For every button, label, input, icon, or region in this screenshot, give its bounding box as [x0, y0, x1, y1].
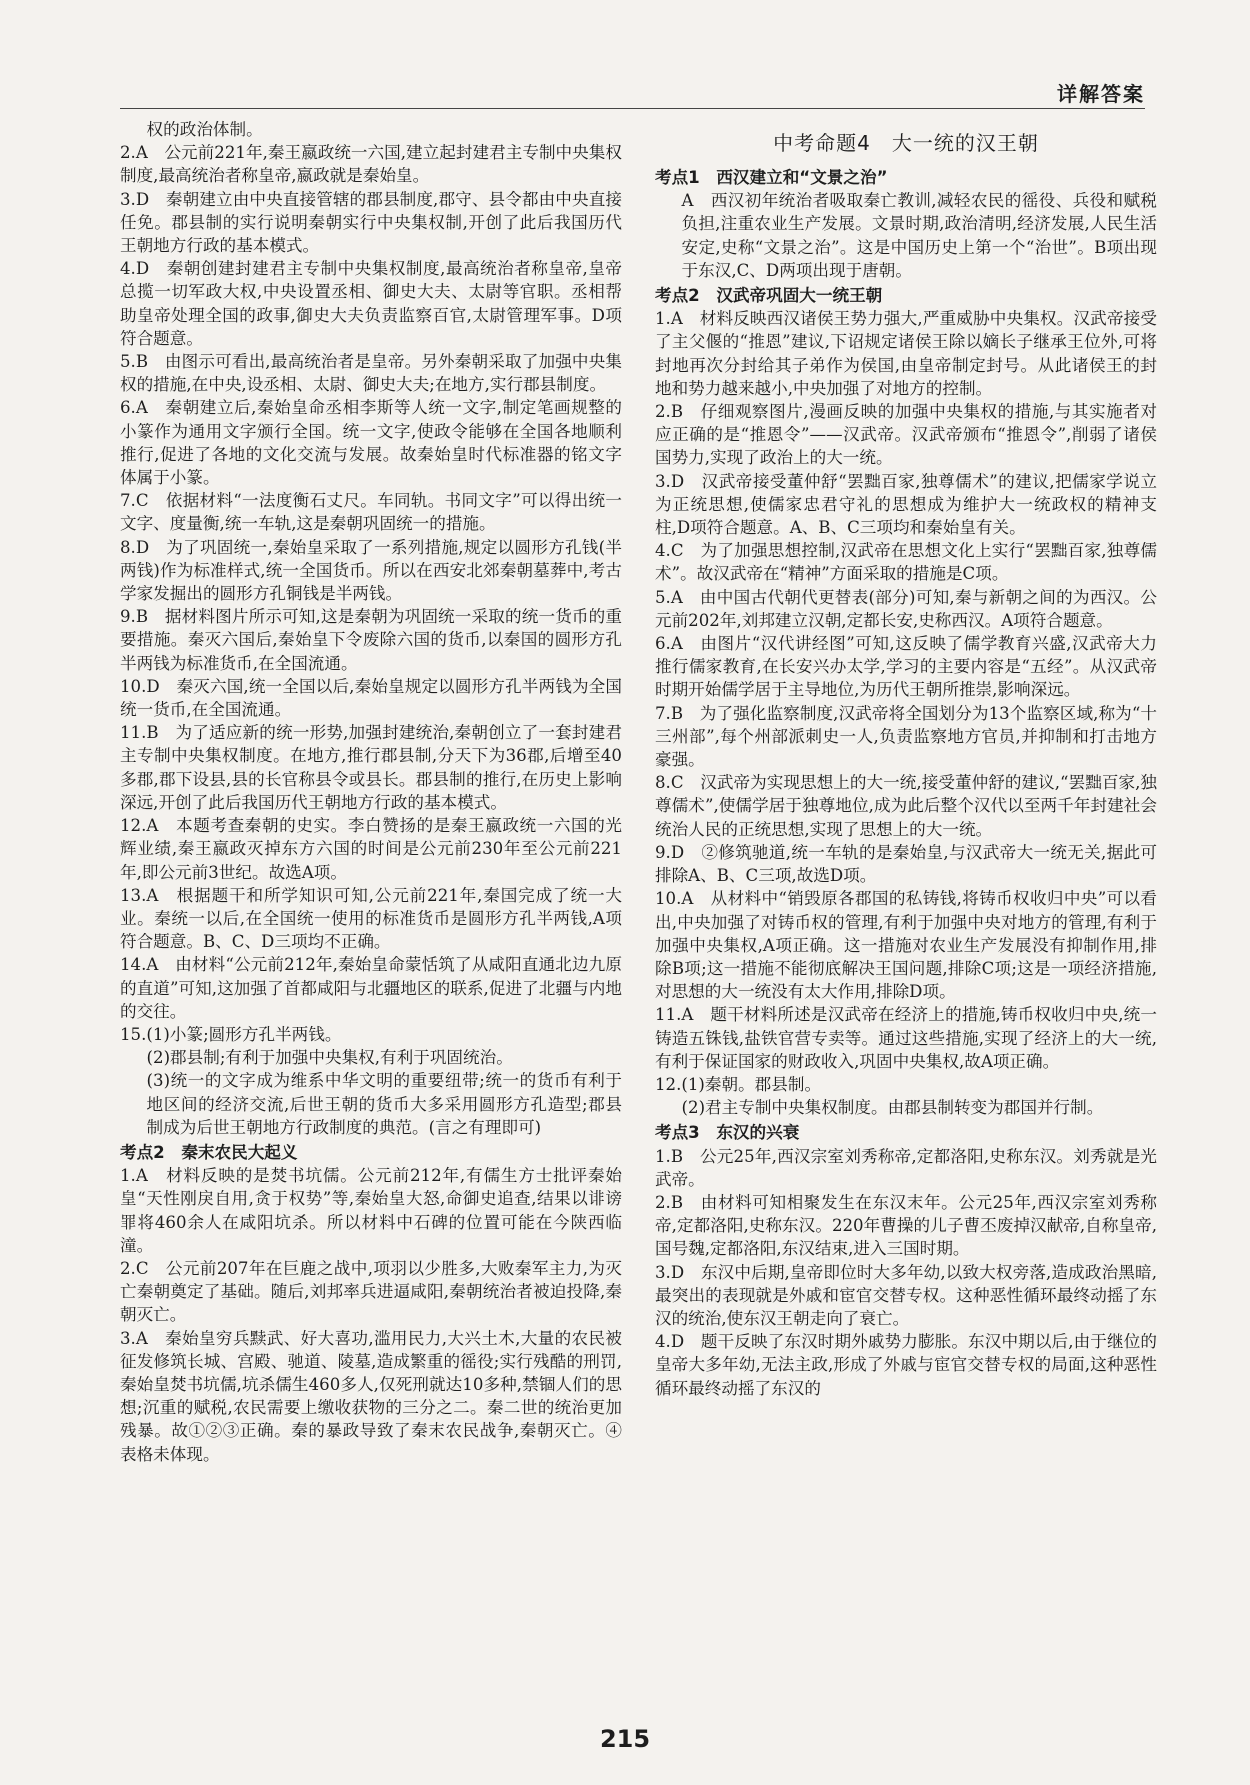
answer-item: 15.(1)小篆;圆形方孔半两钱。 [120, 1024, 342, 1044]
answer-item: 权的政治体制。 [146, 120, 263, 139]
answer-item: 6.A 秦朝建立后,秦始皇命丞相李斯等人统一文字,制定笔画规整的小篆作为通用文字颁行全国。统一文字,使政令能够在全国各地顺利推行,促进了各地的文化交流与发展。故秦始皇时代标准器的铭文字体属于小篆。 [120, 398, 622, 488]
answer-item: 6.A 由图片“汉代讲经图”可知,这反映了儒学教育兴盛,汉武帝大力推行儒家教育,在长安兴办太学,学习的主要内容是“五经”。从汉武帝时期开始儒学居于主导地位,为历代王朝所推崇,影响深远。 [655, 634, 1157, 700]
answer-item: 14.A 由材料“公元前212年,秦始皇命蒙恬筑了从咸阳直通北边九原的直道”可知,这加强了首都咸阳与北疆地区的联系,促进了北疆与内地的交往。 [120, 955, 622, 1021]
section-heading: 考点1 西汉建立和“文景之治” [655, 168, 888, 187]
answer-item: 3.A 秦始皇穷兵黩武、好大喜功,滥用民力,大兴土木,大量的农民被征发修筑长城、宫殿、驰道、陵墓,造成繁重的徭役;实行残酷的刑罚,秦始皇焚书坑儒,坑杀儒生460多人,仅死刑就达10多种,禁锢人们的思想;沉重的赋税,农民需要上缴收获物的三分之二。秦二世的统治更加残暴。故①②③正确。秦的暴政导致了秦末农民战争,秦朝灭亡。④表格未体现。 [120, 1328, 622, 1464]
answer-item: 2.A 公元前221年,秦王嬴政统一六国,建立起封建君主专制中央集权制度,最高统治者称皇帝,嬴政就是秦始皇。 [120, 143, 622, 186]
section-heading: 考点3 东汉的兴衰 [655, 1123, 800, 1143]
answer-item: 4.C 为了加强思想控制,汉武帝在思想文化上实行“罢黜百家,独尊儒术”。故汉武帝在“精神”方面采取的措施是C项。 [655, 541, 1157, 584]
answer-item: 9.D ②修筑驰道,统一车轨的是秦始皇,与汉武帝大一统无关,据此可排除A、B、C三项,故选D项。 [655, 842, 1157, 886]
answer-item: 1.A 材料反映西汉诸侯王势力强大,严重威胁中央集权。汉武帝接受了主父偃的“推恩”建议,下诏规定诸侯王除以嫡长子继承王位外,可将封地再次分封给其子弟作为侯国,由皇帝制定封号。从此诸侯王的封地和势力越来越小,中央加强了对地方的控制。 [655, 309, 1157, 398]
answer-item: 7.B 为了强化监察制度,汉武帝将全国划分为13个监察区域,称为“十三州部”,每个州部派刺史一人,负责监察地方官员,并抑制和打击地方豪强。 [655, 703, 1157, 770]
answer-item: 8.C 汉武帝为实现思想上的大一统,接受董仲舒的建议,“罢黜百家,独尊儒术”,使儒学居于独尊地位,成为此后整个汉代以至两千年封建社会统治人民的正统思想,实现了思想上的大一统。 [655, 773, 1157, 839]
answer-item: 10.A 从材料中“销毁原各郡国的私铸钱,将铸币权收归中央”可以看出,中央加强了对铸币权的管理,有利于加强中央对地方的管理,有利于加强中央集权,A项正确。这一措施对农业生产发展没有抑制作用,排除B项;这一措施不能彻底解决王国问题,排除C项;这是一项经济措施,对思想的大一统没有太大作用,排除D项。 [655, 889, 1157, 1002]
answer-item: 2.B 仔细观察图片,漫画反映的加强中央集权的措施,与其实施者对应正确的是“推恩令”——汉武帝。汉武帝颁布“推恩令”,削弱了诸侯国势力,实现了政治上的大一统。 [655, 402, 1157, 468]
answer-item: 13.A 根据题干和所学知识可知,公元前221年,秦国完成了统一大业。秦统一以后,在全国统一使用的标准货币是圆形方孔半两钱,A项符合题意。B、C、D三项均不正确。 [120, 885, 622, 952]
page-header: 详解答案 [1057, 82, 1145, 106]
answer-item: 2.C 公元前207年在巨鹿之战中,项羽以少胜多,大败秦军主力,为灭亡秦朝奠定了基础。随后,刘邦率兵进逼咸阳,秦朝统治者被迫投降,秦朝灭亡。 [120, 1258, 622, 1325]
answer-item: 2.B 由材料可知相聚发生在东汉末年。公元25年,西汉宗室刘秀称帝,定都洛阳,史称东汉。220年曹操的儿子曹丕废掉汉献帝,自称皇帝,国号魏,定都洛阳,东汉结束,进入三国时期。 [655, 1192, 1157, 1259]
answer-item: 12.A 本题考查秦朝的史实。李白赞扬的是秦王嬴政统一六国的光辉业绩,秦王嬴政灭掉东方六国的时间是公元前230年至公元前221年,即公元前3世纪。故选A项。 [120, 816, 622, 882]
answer-item: 8.D 为了巩固统一,秦始皇采取了一系列措施,规定以圆形方孔钱(半两钱)作为标准样式,统一全国货币。所以在西安北郊秦朝墓葬中,考古学家发掘出的圆形方孔铜钱是半两钱。 [120, 537, 622, 604]
answer-item: 5.B 由图示可看出,最高统治者是皇帝。另外秦朝采取了加强中央集权的措施,在中央,设丞相、太尉、御史大夫;在地方,实行郡县制度。 [120, 352, 622, 395]
answer-item: A 西汉初年统治者吸取秦亡教训,减轻农民的徭役、兵役和赋税负担,注重农业生产发展。文景时期,政治清明,经济发展,人民生活安定,史称“文景之治”。这是中国历史上第一个“治世”。B项出现于东汉,C、D两项出现于唐朝。 [681, 191, 1157, 280]
answer-item: 3.D 秦朝建立由中央直接管辖的郡县制度,郡守、县令都由中央直接任免。郡县制的实行说明秦朝实行中央集权制,开创了此后我国历代王朝地方行政的基本模式。 [120, 189, 622, 256]
answer-item: 5.A 由中国古代朝代更替表(部分)可知,秦与新朝之间的为西汉。公元前202年,刘邦建立汉朝,定都长安,史称西汉。A项符合题意。 [655, 587, 1157, 630]
answer-item: 10.D 秦灭六国,统一全国以后,秦始皇规定以圆形方孔半两钱为全国统一货币,在全国流通。 [120, 676, 622, 720]
page-number: 215 [599, 1725, 651, 1753]
header-rule [120, 108, 1145, 109]
answer-item: 9.B 据材料图片所示可知,这是秦朝为巩固统一采取的统一货币的重要措施。秦灭六国后,秦始皇下令废除六国的货币,以秦国的圆形方孔半两钱为标准货币,在全国流通。 [120, 607, 622, 673]
answer-item: 3.D 东汉中后期,皇帝即位时大多年幼,以致大权旁落,造成政治黑暗,最突出的表现就是外戚和宦官交替专权。这种恶性循环最终动摇了东汉的统治,使东汉王朝走向了衰亡。 [655, 1262, 1157, 1328]
answer-item: 11.A 题干材料所述是汉武帝在经济上的措施,铸币权收归中央,统一铸造五铢钱,盐铁官营专卖等。通过这些措施,实现了经济上的大一统,有利于保证国家的财政收入,巩固中央集权,故A项正确。 [655, 1005, 1157, 1071]
right-column [655, 118, 1157, 1400]
section-heading: 考点2 秦末农民大起义 [120, 1142, 298, 1162]
answer-item: 1.A 材料反映的是焚书坑儒。公元前212年,有儒生方士批评秦始皇“天性刚戾自用,贪于权势”等,秦始皇大怒,命御史追查,结果以诽谤罪将460余人在咸阳坑杀。所以材料中石碑的位置可能在今陕西临潼。 [120, 1166, 622, 1255]
answer-item: 1.B 公元25年,西汉宗室刘秀称帝,定都洛阳,史称东汉。刘秀就是光武帝。 [655, 1146, 1157, 1189]
answer-item: (3)统一的文字成为维系中华文明的重要纽带;统一的货币有利于地区间的经济交流,后世王朝的货币大多采用圆形方孔造型;郡县制成为后世王朝地方行政制度的典范。(言之有理即可) [146, 1071, 622, 1137]
answer-item: 4.D 秦朝创建封建君主专制中央集权制度,最高统治者称皇帝,皇帝总揽一切军政大权,中央设置丞相、御史大夫、太尉等官职。丞相帮助皇帝处理全国的政事,御史大夫负责监察百官,太尉管理军事。D项符合题意。 [120, 259, 622, 348]
answer-item: (2)君主专制中央集权制度。由郡县制转变为郡国并行制。 [681, 1098, 1104, 1118]
answer-item: (2)郡县制;有利于加强中央集权,有利于巩固统治。 [146, 1048, 513, 1068]
answer-item: 12.(1)秦朝。郡县制。 [655, 1074, 822, 1094]
left-column [120, 118, 622, 1466]
answer-item: 7.C 依据材料“一法度衡石丈尺。车同轨。书同文字”可以得出统一文字、度量衡,统一车轨,这是秦朝巩固统一的措施。 [120, 491, 622, 534]
answer-item: 11.B 为了适应新的统一形势,加强封建统治,秦朝创立了一套封建君主专制中央集权制度。在地方,推行郡县制,分天下为36郡,后增至40多郡,郡下设县,县的长官称县令或县长。郡县制的推行,在历史上影响深远,开创了此后我国历代王朝地方行政的基本模式。 [120, 723, 622, 812]
answer-item: 4.D 题干反映了东汉时期外戚势力膨胀。东汉中期以后,由于继位的皇帝大多年幼,无法主政,形成了外戚与宦官交替专权的局面,这种恶性循环最终动摇了东汉的 [655, 1332, 1157, 1398]
chapter-title: 中考命题4 大一统的汉王朝 [773, 131, 1039, 155]
section-heading: 考点2 汉武帝巩固大一统王朝 [655, 286, 883, 306]
answer-item: 3.D 汉武帝接受董仲舒“罢黜百家,独尊儒术”的建议,把儒家学说立为正统思想,使儒家忠君守礼的思想成为维护大一统政权的精神支柱,D项符合题意。A、B、C三项均和秦始皇有关。 [655, 471, 1157, 538]
